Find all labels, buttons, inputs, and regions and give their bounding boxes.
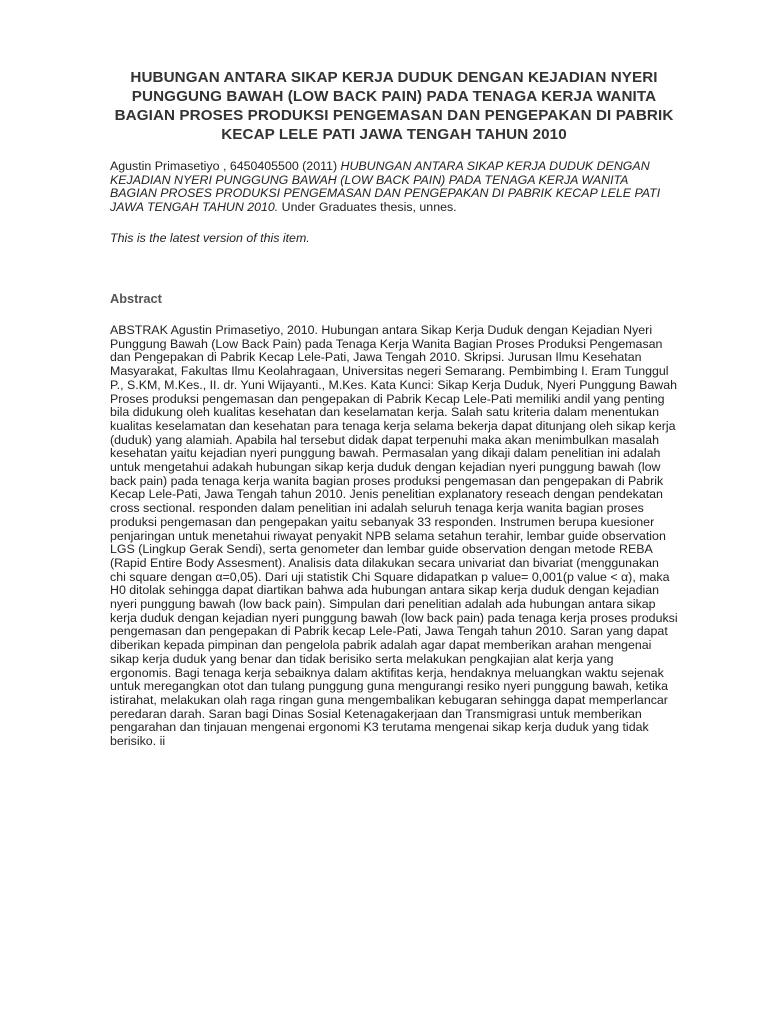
abstract-text: ABSTRAK Agustin Primasetiyo, 2010. Hubungan antara Sikap Kerja Duduk dengan Kejadian Nyeri Punggung Bawah (Low Back Pain) pada Tenaga Kerja Wanita Bagian Proses Produksi Pengemasan dan Pengepakan di Pabrik Kecap Lele-Pati, Jawa Tengah 2010. Skripsi. Jurusan Ilmu Kesehatan Masyarakat, Fakultas Ilmu Keolahragaan, Universitas negeri Semarang. Pembimbing I. Eram Tunggul P., S.KM, M.Kes., II. dr. Yuni Wijayanti., M.Kes. Kata Kunci: Sikap Kerja Duduk, Nyeri Punggung Bawah Proses produksi pengemasan dan pengepakan di Pabrik Kecap Lele-Pati memiliki andil yang penting bila didukung oleh kualitas kesehatan dan keselamatan kerja. Salah satu kriteria dalam menentukan kualitas keselamatan dan kesehatan para tenaga kerja selama bekerja dapat ditunjang oleh sikap kerja (duduk) yang alamiah. Apabila hal tersebut didak dapat terpenuhi maka akan menimbulkan masalah kesehatan yaitu kejadian nyeri punggung bawah. Permasalan yang dikaji dalam penelitian ini adalah untuk mengetahui adakah hubungan sikap kerja duduk dengan kejadian nyeri punggung bawah (low back pain) pada tenaga kerja wanita bagian proses produksi pengemasan dan pengepakan di Pabrik Kecap Lele-Pati, Jawa Tengah tahun 2010. Jenis penelitian explanatory reseach dengan pendekatan cross sectional. responden dalam penelitian ini adalah seluruh tenaga kerja wanita bagian proses produksi pengemasan dan pengepakan yaitu sebanyak 33 responden. Instrumen berupa kuesioner penjaringan untuk menetahui riwayat penyakit NPB selama setahun terahir, lembar guide observation LGS (Lingkup Gerak Sendi), serta genometer dan lembar guide observation dengan metode REBA (Rapid Entire Body Assesment). Analisis data dilakukan secara univariat dan bivariat (menggunakan chi square dengan α=0,05). Dari uji statistik Chi Square didapatkan p value= 0,001(p value < α), maka H0 ditolak sehingga dapat diartikan bahwa ada hubungan antara sikap kerja duduk dengan kejadian nyeri punggung bawah (low back pain). Simpulan dari penelitian adalah ada hubungan antara sikap kerja duduk dengan kejadian nyeri punggung bawah (low back pain) pada tenaga kerja proses produksi pengemasan dan pengepakan di Pabrik kecap Lele-Pati, Jawa Tengah tahun 2010. Saran yang dapat diberikan kepada pimpinan dan pengelola pabrik adalah agar dapat memberikan arahan mengenai sikap kerja duduk yang benar dan tidak berisiko serta melakukan pengkajian alat kerja yang ergonomis. Bagi tenaga kerja sebaiknya dalam aktifitas kerja, hendaknya meluangkan waktu sejenak untuk meregangkan otot dan tulang punggung guna mengurangi resiko nyeri punggung bawah, ketika istirahat, melakukan olah raga ringan guna mengembalikan kebugaran sehingga dapat memperlancar peredaran darah. Saran bagi Dinas Sosial Ketenagakerjaan dan Transmigrasi untuk memberikan pengarahan dan tinjauan mengenai ergonomi K3 terutama mengenai sikap kerja duduk yang tidak berisiko. ii [110,323,678,749]
citation-title: HUBUNGAN ANTARA SIKAP KERJA DUDUK DENGAN KEJADIAN NYERI PUNGGUNG BAWAH (LOW BACK PAIN) PADA TENAGA KERJA WANITA BAGIAN PROSES PRODUKSI PENGEMASAN DAN PENGEPAKAN DI PABRIK KECAP LELE PATI JAWA TENGAH TAHUN 2010. [110,159,661,214]
citation-author: Agustin Primasetiyo , 6450405500 (2011) [110,159,341,173]
document-title: HUBUNGAN ANTARA SIKAP KERJA DUDUK DENGAN KEJADIAN NYERI PUNGGUNG BAWAH (LOW BACK PAIN) PADA TENAGA KERJA WANITA BAGIAN PROSES PRODUKSI PENGEMASAN DAN PENGEPAKAN DI PABRIK KECAP LELE PATI JAWA TENGAH TAHUN 2010 [114,69,674,143]
citation-suffix: Under Graduates thesis, unnes. [278,199,457,214]
citation [110,160,678,214]
version-note: This is the latest version of this item. [110,231,310,245]
abstract-heading: Abstract [110,291,162,306]
document-page [110,68,678,749]
